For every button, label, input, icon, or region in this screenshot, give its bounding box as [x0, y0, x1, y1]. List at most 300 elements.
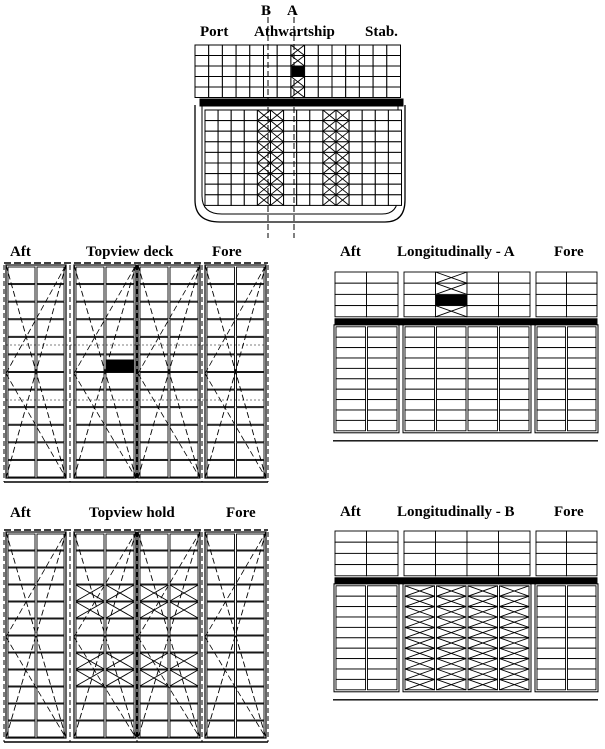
- long-deck-cell: [567, 294, 598, 305]
- top-container-cell: [37, 337, 64, 354]
- top-container-cell: [237, 602, 265, 618]
- hold-container-cell: [375, 184, 388, 195]
- long-deck-cell: [335, 542, 367, 553]
- top-container-cell: [37, 390, 64, 407]
- hold-container-cell: [349, 163, 362, 174]
- hold-container-cell: [310, 142, 323, 153]
- hold-container-cell: [218, 131, 231, 142]
- deck-container-cell: [209, 87, 223, 98]
- top-container-cell: [207, 425, 235, 442]
- hold-container-cell: [297, 142, 310, 153]
- deck-container-cell: [346, 66, 360, 77]
- long-hold-cell: [468, 358, 498, 368]
- top-container-cell: [76, 302, 104, 319]
- hold-container-cell: [349, 152, 362, 163]
- top-container-cell: [37, 687, 64, 703]
- hold-container-cell: [362, 131, 375, 142]
- deck-container-cell: [250, 45, 264, 56]
- long-a-fore-label: Fore: [554, 244, 584, 260]
- long-deck-cell: [536, 294, 567, 305]
- top-container-cell: [237, 721, 265, 737]
- deck-container-cell: [264, 77, 278, 88]
- long-deck-cell: [467, 272, 499, 283]
- long-deck-cell: [367, 294, 399, 305]
- hold-container-cell: [310, 131, 323, 142]
- long-deck-cell: [567, 542, 598, 553]
- top-container-cell: [207, 568, 235, 584]
- long-hold-cell: [500, 410, 530, 420]
- long-hold-cell: [568, 627, 597, 637]
- deck-container-cell: [332, 66, 346, 77]
- hold-container-cell: [388, 131, 401, 142]
- deck-container-cell: [346, 56, 360, 67]
- long-hold-cell: [568, 586, 597, 596]
- long-hold-cell: [537, 648, 566, 658]
- deck-container-cell: [195, 87, 209, 98]
- hold-container-cell: [310, 163, 323, 174]
- top-container-cell: [170, 337, 198, 354]
- hold-container-cell: [218, 152, 231, 163]
- long-hold-cell: [336, 348, 366, 358]
- hold-container-cell: [218, 121, 231, 132]
- top-container-cell: [37, 355, 64, 372]
- hold-container-cell: [388, 184, 401, 195]
- hold-container-cell: [205, 163, 218, 174]
- long-hold-cell: [336, 379, 366, 389]
- long-hold-cell: [537, 389, 566, 399]
- longitudinal-a-view: [333, 244, 598, 441]
- long-deck-cell: [436, 542, 468, 553]
- long-deck-cell: [467, 542, 499, 553]
- long-hold-cell: [568, 358, 597, 368]
- long-hold-cell: [437, 420, 467, 430]
- deck-container-cell: [209, 56, 223, 67]
- long-hold-cell: [405, 420, 435, 430]
- deck-container-cell: [318, 66, 332, 77]
- hold-container-cell: [349, 184, 362, 195]
- hold-fore-label: Fore: [226, 505, 256, 521]
- long-deck-cell: [499, 294, 531, 305]
- top-container-cell: [140, 302, 168, 319]
- top-container-cell: [76, 373, 104, 390]
- long-hold-cell: [568, 617, 597, 627]
- long-deck-cell: [335, 272, 367, 283]
- long-hold-cell: [405, 389, 435, 399]
- hold-container-cell: [297, 121, 310, 132]
- deck-container-cell: [195, 77, 209, 88]
- long-hold-cell: [468, 410, 498, 420]
- port-label: Port: [200, 24, 229, 40]
- long-deck-cell: [536, 531, 567, 542]
- deck-container-cell: [305, 66, 319, 77]
- long-hold-cell: [368, 420, 398, 430]
- long-deck-cell: [467, 294, 499, 305]
- hold-container-cell: [297, 195, 310, 206]
- top-container-cell: [106, 390, 134, 407]
- deck-container-cell: [250, 77, 264, 88]
- hold-container-cell: [362, 142, 375, 153]
- top-container-cell: [237, 425, 265, 442]
- long-hold-cell: [500, 358, 530, 368]
- deck-container-cell: [277, 45, 291, 56]
- long-hold-cell: [500, 389, 530, 399]
- long-deck-cell: [536, 272, 567, 283]
- hold-container-cell: [375, 142, 388, 153]
- long-hold-cell: [336, 627, 366, 637]
- long-hold-cell: [537, 410, 566, 420]
- deck-container-cell: [209, 77, 223, 88]
- long-hold-cell: [500, 348, 530, 358]
- long-hold-cell: [537, 400, 566, 410]
- long-deck-cell: [404, 531, 436, 542]
- top-container-cell: [106, 568, 134, 584]
- deck-container-cell: [305, 77, 319, 88]
- long-hold-cell: [336, 617, 366, 627]
- deck-container-cell: [387, 66, 401, 77]
- top-container-cell: [170, 390, 198, 407]
- long-hold-cell: [537, 607, 566, 617]
- long-hold-cell: [336, 586, 366, 596]
- long-hold-cell: [537, 679, 566, 689]
- long-deck-cell: [335, 565, 367, 576]
- hold-container-cell: [310, 195, 323, 206]
- top-container-cell: [106, 373, 134, 390]
- top-container-cell: [237, 687, 265, 703]
- hold-container-cell: [205, 110, 218, 121]
- long-deck-cell: [335, 531, 367, 542]
- long-hold-cell: [437, 389, 467, 399]
- long-hold-cell: [537, 368, 566, 378]
- deck-container-cell: [222, 87, 236, 98]
- hold-container-cell: [349, 142, 362, 153]
- top-container-cell: [140, 636, 168, 652]
- long-hold-cell: [437, 379, 467, 389]
- long-hold-cell: [468, 337, 498, 347]
- long-b-title: Longitudinally - B: [397, 504, 515, 520]
- top-container-cell: [170, 568, 198, 584]
- top-container-cell: [237, 568, 265, 584]
- top-container-cell: [76, 721, 104, 737]
- stab-label: Stab.: [365, 24, 398, 40]
- long-hold-cell: [336, 596, 366, 606]
- long-deck-cell: [536, 306, 567, 317]
- hold-container-cell: [231, 142, 244, 153]
- long-hold-cell: [537, 358, 566, 368]
- long-deck-cell: [335, 294, 367, 305]
- long-hold-cell: [368, 638, 398, 648]
- long-hold-cell: [568, 420, 597, 430]
- hold-container-cell: [284, 142, 297, 153]
- long-deck-cell: [404, 306, 436, 317]
- long-hold-cell: [537, 379, 566, 389]
- long-deck-cell: [367, 283, 399, 294]
- deck-container-cell: [264, 56, 278, 67]
- deck-container-cell: [387, 77, 401, 88]
- top-container-cell: [207, 460, 235, 477]
- top-container-cell: [140, 687, 168, 703]
- deck-container-cell: [195, 45, 209, 56]
- deck-container-cell: [346, 77, 360, 88]
- hold-container-cell: [244, 195, 257, 206]
- hold-container-cell: [362, 184, 375, 195]
- top-container-cell: [37, 373, 64, 390]
- long-hold-cell: [437, 368, 467, 378]
- top-container-cell: [8, 460, 35, 477]
- deck-container-cell: [359, 87, 373, 98]
- top-container-cell: [170, 460, 198, 477]
- long-hold-cell: [568, 337, 597, 347]
- long-hold-cell: [568, 400, 597, 410]
- top-container-cell: [76, 267, 104, 284]
- hold-container-cell: [284, 163, 297, 174]
- top-container-cell: [76, 390, 104, 407]
- top-container-cell: [37, 602, 64, 618]
- long-hold-cell: [405, 410, 435, 420]
- long-hold-cell: [368, 659, 398, 669]
- long-hold-cell: [468, 379, 498, 389]
- long-hold-cell: [537, 596, 566, 606]
- hold-container-cell: [284, 184, 297, 195]
- top-container-cell: [37, 619, 64, 635]
- top-container-cell: [37, 653, 64, 669]
- long-hold-cell: [568, 410, 597, 420]
- deck-container-cell: [236, 45, 250, 56]
- long-deck-cell: [567, 565, 598, 576]
- deck-container-cell: [346, 45, 360, 56]
- hold-container-cell: [375, 174, 388, 185]
- top-container-cell: [8, 320, 35, 337]
- long-hold-cell: [368, 410, 398, 420]
- top-container-cell: [76, 425, 104, 442]
- long-hold-cell: [568, 348, 597, 358]
- athwartship-view: [195, 3, 405, 238]
- top-container-cell: [106, 320, 134, 337]
- long-deck-cell: [567, 283, 598, 294]
- hold-container-cell: [218, 142, 231, 153]
- long-hold-cell: [537, 327, 566, 337]
- top-container-cell: [8, 390, 35, 407]
- deck-container-cell: [332, 77, 346, 88]
- hold-container-cell: [362, 195, 375, 206]
- deck-container-cell: [318, 45, 332, 56]
- hold-container-cell: [297, 163, 310, 174]
- long-hold-cell: [500, 327, 530, 337]
- hold-container-cell: [349, 121, 362, 132]
- long-hold-cell: [537, 638, 566, 648]
- long-hold-cell: [336, 410, 366, 420]
- long-hold-cell: [537, 669, 566, 679]
- deck-container-cell: [387, 56, 401, 67]
- long-hold-cell: [500, 368, 530, 378]
- long-hold-cell: [568, 679, 597, 689]
- hold-container-cell: [231, 195, 244, 206]
- deck-container-cell: [250, 66, 264, 77]
- top-container-cell: [8, 425, 35, 442]
- top-container-cell: [207, 534, 235, 550]
- long-hold-cell: [405, 400, 435, 410]
- top-container-cell: [8, 568, 35, 584]
- hold-container-cell: [231, 152, 244, 163]
- hold-container-cell: [388, 163, 401, 174]
- hatch-cover: [335, 578, 597, 584]
- hold-container-cell: [362, 110, 375, 121]
- hold-container-cell: [362, 152, 375, 163]
- hold-container-cell: [297, 184, 310, 195]
- long-hold-cell: [336, 358, 366, 368]
- long-hold-cell: [368, 669, 398, 679]
- long-hold-cell: [336, 648, 366, 658]
- long-deck-cell: [436, 565, 468, 576]
- top-container-cell: [140, 721, 168, 737]
- long-hold-cell: [368, 617, 398, 627]
- top-container-cell: [170, 636, 198, 652]
- hold-container-cell: [375, 195, 388, 206]
- long-deck-cell: [404, 272, 436, 283]
- long-b-fore-label: Fore: [554, 504, 584, 520]
- top-container-cell: [170, 373, 198, 390]
- deck-container-cell: [250, 87, 264, 98]
- section-a-marker: A: [287, 3, 298, 19]
- topview-deck-view: [4, 244, 268, 482]
- deck-container-cell: [277, 77, 291, 88]
- deck-container-cell: [318, 87, 332, 98]
- deck-container-cell: [264, 45, 278, 56]
- long-hold-cell: [568, 379, 597, 389]
- top-container-cell: [140, 320, 168, 337]
- top-container-cell: [170, 355, 198, 372]
- top-container-cell: [8, 653, 35, 669]
- top-container-cell: [8, 534, 35, 550]
- hold-aft-label: Aft: [10, 505, 31, 521]
- hold-title: Topview hold: [89, 505, 175, 521]
- long-hold-cell: [368, 358, 398, 368]
- top-container-cell: [140, 460, 168, 477]
- top-container-cell: [37, 320, 64, 337]
- deck-container-cell: [359, 77, 373, 88]
- topview-deck-grid: [4, 263, 268, 482]
- top-container-cell: [237, 636, 265, 652]
- longitudinal-a-grid: [333, 272, 598, 441]
- top-container-cell: [140, 373, 168, 390]
- hold-container-cell: [284, 110, 297, 121]
- long-deck-cell: [467, 283, 499, 294]
- long-hold-cell: [368, 648, 398, 658]
- deck-container-cell: [373, 56, 387, 67]
- top-container-cell: [207, 373, 235, 390]
- long-hold-cell: [336, 638, 366, 648]
- long-hold-cell: [405, 337, 435, 347]
- hold-container-cell: [205, 142, 218, 153]
- long-hold-cell: [568, 607, 597, 617]
- long-deck-cell: [404, 283, 436, 294]
- top-container-cell: [8, 636, 35, 652]
- top-container-cell: [37, 460, 64, 477]
- top-container-cell: [8, 721, 35, 737]
- hold-container-cell: [231, 163, 244, 174]
- top-container-cell: [237, 320, 265, 337]
- long-deck-cell: [499, 553, 531, 564]
- deck-container-cell: [250, 56, 264, 67]
- deck-container-cell: [318, 56, 332, 67]
- top-container-cell: [170, 425, 198, 442]
- long-deck-cell: [567, 531, 598, 542]
- top-container-cell: [237, 585, 265, 601]
- hold-container-cell: [362, 174, 375, 185]
- long-a-aft-label: Aft: [340, 244, 361, 260]
- hold-container-cell: [244, 110, 257, 121]
- hold-container-cell: [310, 174, 323, 185]
- long-hold-cell: [437, 327, 467, 337]
- hold-container-cell: [362, 121, 375, 132]
- top-container-cell: [207, 721, 235, 737]
- long-deck-cell: [567, 272, 598, 283]
- hold-container-cell: [388, 142, 401, 153]
- deck-fore-label: Fore: [212, 244, 242, 260]
- long-hold-cell: [368, 337, 398, 347]
- long-deck-cell: [499, 542, 531, 553]
- long-hold-cell: [500, 337, 530, 347]
- deck-container-cell: [236, 87, 250, 98]
- deck-container-cell: [277, 87, 291, 98]
- hold-container-cell: [205, 195, 218, 206]
- deck-container-cell: [236, 66, 250, 77]
- long-deck-cell: [467, 531, 499, 542]
- top-container-cell: [237, 373, 265, 390]
- hold-container-cell: [205, 152, 218, 163]
- top-container-cell: [237, 460, 265, 477]
- top-container-cell: [37, 636, 64, 652]
- long-hold-cell: [537, 659, 566, 669]
- top-container-cell: [207, 653, 235, 669]
- top-container-cell: [76, 636, 104, 652]
- hold-container-cell: [310, 110, 323, 121]
- athwartship-grid: [195, 8, 405, 238]
- deck-container-cell: [359, 45, 373, 56]
- hold-container-cell: [310, 184, 323, 195]
- hold-container-cell: [284, 121, 297, 132]
- top-container-cell: [37, 425, 64, 442]
- hold-container-cell: [375, 152, 388, 163]
- long-deck-cell: [467, 553, 499, 564]
- deck-container-cell: [236, 56, 250, 67]
- deck-container-cell: [264, 66, 278, 77]
- long-hold-cell: [500, 400, 530, 410]
- top-container-cell: [207, 687, 235, 703]
- hold-container-cell: [297, 152, 310, 163]
- hold-container-cell: [231, 131, 244, 142]
- long-hold-cell: [437, 358, 467, 368]
- long-deck-cell: [536, 565, 567, 576]
- long-hold-cell: [437, 348, 467, 358]
- long-deck-cell: [436, 553, 468, 564]
- top-container-cell: [237, 337, 265, 354]
- top-container-cell: [76, 534, 104, 550]
- long-deck-cell: [536, 542, 567, 553]
- long-hold-cell: [336, 400, 366, 410]
- long-deck-cell: [567, 306, 598, 317]
- long-hold-cell: [568, 648, 597, 658]
- deck-container-cell: [277, 56, 291, 67]
- long-hold-cell: [368, 327, 398, 337]
- deck-container-cell: [332, 45, 346, 56]
- top-container-cell: [207, 636, 235, 652]
- hold-container-cell: [205, 174, 218, 185]
- long-hold-cell: [336, 669, 366, 679]
- hold-container-cell: [375, 163, 388, 174]
- long-hold-cell: [405, 379, 435, 389]
- top-container-cell: [140, 267, 168, 284]
- long-hold-cell: [336, 607, 366, 617]
